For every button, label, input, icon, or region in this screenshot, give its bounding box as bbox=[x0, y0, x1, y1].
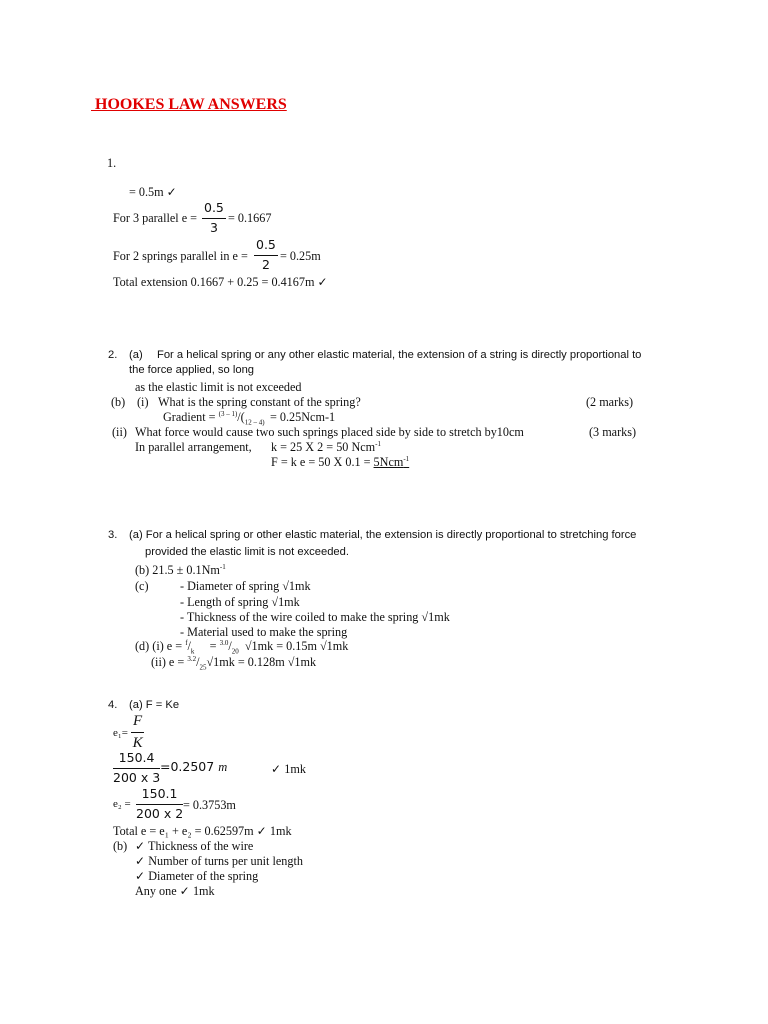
q3-a-line1: (a) For a helical spring or other elastic material, the extension is directly proportional to stretching force bbox=[129, 529, 637, 541]
q2-k-line bbox=[271, 441, 381, 453]
q4-number: 4. bbox=[108, 699, 118, 711]
q4-calc1-result bbox=[160, 761, 227, 774]
q4-calc1-unit: m bbox=[218, 760, 228, 774]
q2-gradient bbox=[163, 409, 265, 427]
q1-parallel3-fraction bbox=[202, 202, 226, 234]
q4-b-label: (b) bbox=[113, 839, 128, 853]
q2-f-answer-text: 5Ncm bbox=[373, 455, 404, 469]
q3-c-item: - Material used to make the spring bbox=[180, 625, 348, 639]
q3-d-sub: 20 bbox=[231, 647, 239, 656]
q4-e2-label: e₂ = bbox=[113, 798, 131, 810]
q2-f-text: F = k e = 50 X 0.1 = bbox=[271, 455, 371, 469]
q1-parallel3-suffix: = 0.1667 bbox=[228, 211, 272, 225]
q2-parallel-label: In parallel arrangement, bbox=[135, 440, 252, 454]
q1-total: Total extension 0.1667 + 0.25 = 0.4167m ✓ bbox=[113, 275, 328, 289]
q3-d-tail: √1mk = 0.15m √1mk bbox=[244, 639, 349, 653]
q1-parallel3-prefix: For 3 parallel e = bbox=[113, 211, 198, 225]
q4-calc2-fraction bbox=[136, 788, 183, 820]
q4-e1-denominator: K bbox=[131, 732, 144, 751]
q4-b-item: ✓ Diameter of the spring bbox=[135, 869, 259, 883]
q2-number: 2. bbox=[108, 349, 118, 361]
q4-calc1-mark: ✓ 1mk bbox=[271, 762, 306, 776]
q2-ii-question: What force would cause two such springs placed side by side to stretch by10cm bbox=[135, 425, 524, 439]
q1-parallel2-prefix: For 2 springs parallel in e = bbox=[113, 249, 248, 263]
q1-parallel2-numerator: 0.5 bbox=[256, 237, 276, 252]
q2-b-i-marks: (2 marks) bbox=[586, 395, 634, 409]
q2-a-label: (a) bbox=[129, 349, 143, 361]
q1-parallel3-numerator: 0.5 bbox=[204, 200, 224, 215]
q1-number: 1. bbox=[107, 156, 117, 170]
q1-parallel2-suffix: = 0.25m bbox=[280, 249, 321, 263]
q3-b-text: (b) 21.5 ± 0.1Nm bbox=[135, 563, 220, 577]
q3-c-item: - Length of spring √1mk bbox=[180, 595, 300, 609]
q4-e1-numerator: F bbox=[133, 713, 143, 729]
q1-parallel2-fraction bbox=[254, 239, 278, 271]
q1-parallel3-denominator: 3 bbox=[202, 218, 226, 235]
q4-calc1-numerator: 150.4 bbox=[118, 750, 155, 765]
q3-c-item: - Diameter of spring √1mk bbox=[180, 579, 311, 593]
q1-line1: = 0.5m ✓ bbox=[129, 185, 177, 199]
q3-b-sup: -1 bbox=[219, 562, 226, 571]
q3-dii-sub: 25 bbox=[199, 663, 207, 672]
q3-number: 3. bbox=[108, 529, 118, 541]
q3-c-item: - Thickness of the wire coiled to make the spring √1mk bbox=[180, 610, 450, 624]
q4-calc1-denominator: 200 x 3 bbox=[113, 769, 161, 785]
q2-gradient-sub: 12 – 4) bbox=[244, 418, 265, 427]
q4-calc2-denominator: 200 x 2 bbox=[136, 805, 184, 821]
q4-calc1-fraction bbox=[113, 752, 160, 784]
q3-d-ii: (ii) $e = ^{3.2}/_{25}√1mk = 0.128m$ √1mk bbox=[151, 654, 317, 672]
q2-b-i-question: What is the spring constant of the spring? bbox=[158, 395, 361, 409]
q2-gradient-result: = 0.25Ncm-1 bbox=[270, 410, 336, 424]
page-title: HOOKES LAW ANSWERS bbox=[91, 96, 287, 113]
q3-d-k: k bbox=[190, 647, 195, 656]
q2-b-i-label: (i) bbox=[137, 395, 149, 409]
q3-d-eq: = bbox=[209, 639, 217, 653]
q2-k-text: k = 25 X 2 = 50 Ncm bbox=[271, 440, 376, 454]
q2-a-line2: the force applied, so long bbox=[129, 364, 255, 376]
q4-e1-fraction bbox=[131, 714, 144, 751]
q3-dii-tail: √1mk = 0.128m √1mk bbox=[206, 655, 317, 669]
q3-a-line2: provided the elastic limit is not exceeded. bbox=[145, 546, 349, 558]
q2-f-line bbox=[271, 456, 409, 468]
q3-c-label: (c) bbox=[135, 579, 149, 593]
q2-ii-label: (ii) bbox=[112, 425, 127, 439]
q3-dii-sup: 3.2 bbox=[187, 654, 197, 663]
q3-d-sup: 3.0 bbox=[219, 638, 229, 647]
q2-gradient-label: Gradient = bbox=[163, 410, 216, 424]
q2-gradient-sup: (3 – 1) bbox=[218, 409, 238, 418]
q3-dii-prefix: (ii) e = bbox=[151, 655, 185, 669]
q4-calc2-numerator: 150.1 bbox=[141, 786, 178, 801]
q4-e1-label: e₁= bbox=[113, 727, 128, 739]
q2-b-label: (b) bbox=[111, 395, 126, 409]
q2-k-sup: -1 bbox=[375, 439, 381, 448]
q2-ii-marks: (3 marks) bbox=[589, 425, 637, 439]
q3-d-i: (d) (i) $e = ^f/_k$ = $^{3.0}/_{20}$ √1mk = 0.15m √1mk bbox=[135, 638, 349, 656]
q4-a-line: (a) F = Ke bbox=[129, 699, 180, 711]
q3-d-prefix: (d) (i) e = bbox=[135, 639, 183, 653]
q4-calc1-value: =0.2507 bbox=[160, 759, 215, 774]
q4-total: Total e = e₁ + e₂ = 0.62597m ✓ 1mk bbox=[113, 824, 292, 838]
q3-b-line bbox=[135, 564, 226, 576]
q1-parallel2-denominator: 2 bbox=[254, 255, 278, 272]
q2-f-sup: -1 bbox=[403, 454, 410, 463]
q4-calc2-result: = 0.3753m bbox=[183, 798, 236, 812]
q2-f-answer bbox=[374, 455, 410, 469]
q3-d-f: f bbox=[185, 638, 188, 647]
q4-any-one: Any one ✓ 1mk bbox=[135, 884, 215, 898]
q4-b-item: ✓ Number of turns per unit length bbox=[135, 854, 303, 868]
q2-a-line3: as the elastic limit is not exceeded bbox=[135, 380, 302, 394]
q4-b-item: ✓ Thickness of the wire bbox=[135, 839, 254, 853]
q2-gradient-slash: /( bbox=[237, 410, 245, 424]
q2-a-line1: For a helical spring or any other elastic material, the extension of a string is directly proportional to bbox=[157, 349, 642, 361]
